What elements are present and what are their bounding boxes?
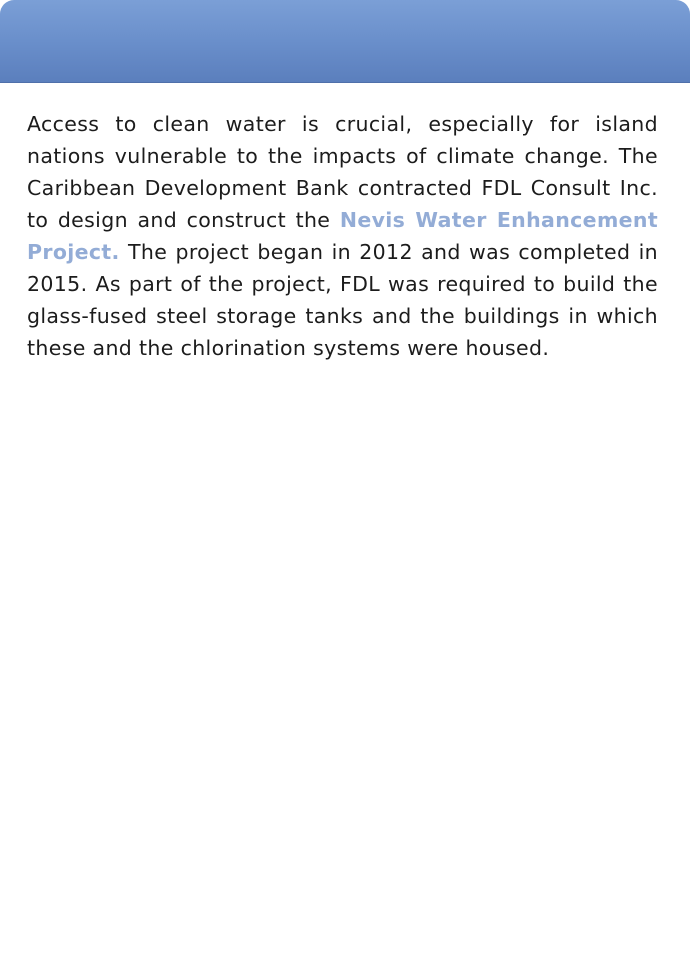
header-bar: [0, 0, 690, 82]
article-intro-text: Access to clean water is crucial, especially for island nations vulnerable to the impacts of climate change. The Caribbean Development Bank contracted FDL Consult Inc. to design and construct the: [27, 112, 658, 232]
article-paragraph: [27, 108, 658, 364]
project-name-highlight: Nevis Water Enhancement Project.: [27, 208, 658, 264]
article-body-text: The project began in 2012 and was completed in 2015. As part of the project, FDL was required to build the glass-fused steel storage tanks and the buildings in which these and the chlorination systems were housed.: [27, 240, 658, 360]
